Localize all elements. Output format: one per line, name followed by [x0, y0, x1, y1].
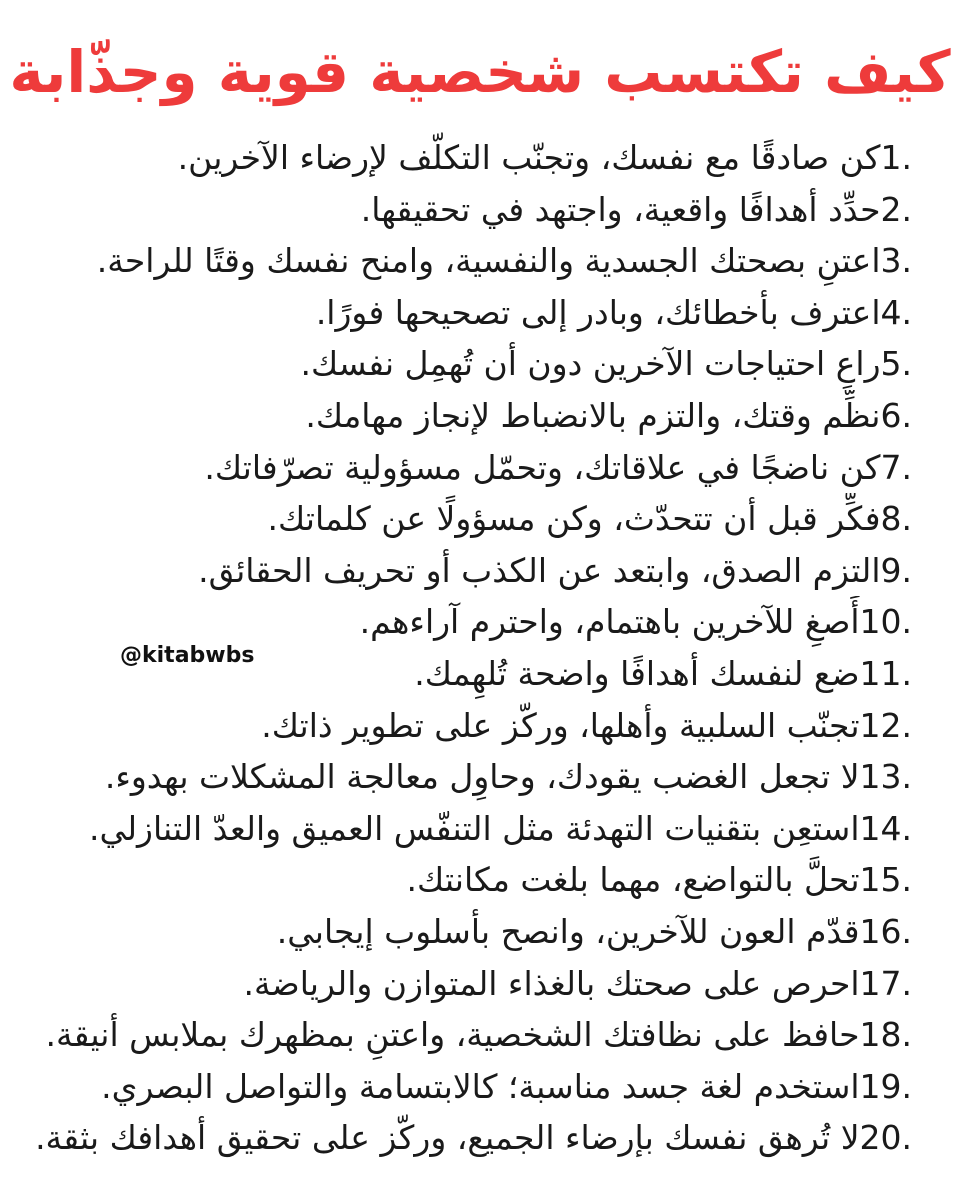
list-item-text: كن ناضجًا في علاقاتك، وتحمّل مسؤولية تصرّفاتك.: [204, 447, 881, 487]
list-item-text: نظِّم وقتك، والتزم بالانضباط لإنجاز مهامك.: [305, 395, 881, 435]
list-item-text: اعترف بأخطائك، وبادر إلى تصحيحها فورًا.: [315, 292, 881, 332]
list-item-number: 11.: [859, 653, 912, 693]
list-item-text: قدّم العون للآخرين، وانصح بأسلوب إيجابي.: [276, 911, 860, 951]
list-item: [32, 132, 912, 184]
list-item-number: 14.: [859, 808, 912, 848]
list-item-number: 13.: [859, 757, 912, 797]
list-item-text: استعِن بتقنيات التهدئة مثل التنفّس العميق والعدّ التنازلي.: [88, 808, 860, 848]
list-item-number: 6.: [880, 395, 912, 435]
list-item-text: فكِّر قبل أن تتحدّث، وكن مسؤولًا عن كلماتك.: [267, 499, 881, 539]
social-handle: @kitabwbs: [120, 643, 255, 668]
list-item-number: 3.: [880, 241, 912, 281]
list-item: [32, 338, 912, 390]
list-item-text: حافظ على نظافتك الشخصية، واعتنِ بمظهرك بملابس أنيقة.: [45, 1015, 860, 1055]
list-item: [32, 390, 912, 442]
list-item-number: 16.: [859, 911, 912, 951]
list-item: [32, 545, 912, 597]
list-item: [32, 751, 912, 803]
list-item-number: 20.: [859, 1118, 912, 1158]
list-item-number: 4.: [880, 292, 912, 332]
list-item: [32, 958, 912, 1010]
list-item-text: اعتنِ بصحتك الجسدية والنفسية، وامنح نفسك وقتًا للراحة.: [96, 241, 881, 281]
list-item: [32, 906, 912, 958]
list-item-text: استخدم لغة جسد مناسبة؛ كالابتسامة والتواصل البصري.: [101, 1066, 860, 1106]
list-item-number: 19.: [859, 1066, 912, 1106]
list-item: [32, 184, 912, 236]
list-item: [32, 1112, 912, 1164]
list-item-text: حدِّد أهدافًا واقعية، واجتهد في تحقيقها.: [360, 189, 881, 229]
list-item-text: لا تجعل الغضب يقودك، وحاوِل معالجة المشكلات بهدوء.: [104, 757, 860, 797]
list-item-number: 10.: [859, 602, 912, 642]
list-item-text: كن صادقًا مع نفسك، وتجنّب التكلّف لإرضاء الآخرين.: [177, 138, 881, 177]
list-item: [32, 1061, 912, 1113]
list-item-number: 8.: [880, 499, 912, 539]
list-item-text: لا تُرهق نفسك بإرضاء الجميع، وركّز على تحقيق أهدافك بثقة.: [35, 1118, 860, 1158]
list-item: [32, 700, 912, 752]
list-item-number: 2.: [880, 189, 912, 229]
list-item: [32, 854, 912, 906]
list-item-number: 1.: [880, 138, 912, 177]
list-item-text: تجنّب السلبية وأهلها، وركّز على تطوير ذاتك.: [261, 705, 860, 745]
list-item-number: 15.: [859, 860, 912, 900]
list-item: [32, 1009, 912, 1061]
list-item-number: 9.: [880, 550, 912, 590]
list-item-text: ضع لنفسك أهدافًا واضحة تُلهِمك.: [414, 653, 860, 693]
list-item-text: التزم الصدق، وابتعد عن الكذب أو تحريف الحقائق.: [198, 550, 881, 590]
list-item-text: راعِ احتياجات الآخرين دون أن تُهمِل نفسك.: [300, 344, 881, 384]
list-item: [32, 493, 912, 545]
list-item: [32, 442, 912, 494]
list-item-text: أَصغِ للآخرين باهتمام، واحترم آراءهم.: [359, 602, 860, 642]
list-item-number: 5.: [880, 344, 912, 384]
list-item: [32, 235, 912, 287]
list-item-text: تحلَّ بالتواضع، مهما بلغت مكانتك.: [406, 860, 860, 900]
list-item: [32, 287, 912, 339]
list-item-number: 12.: [859, 705, 912, 745]
list-item-number: 7.: [880, 447, 912, 487]
list-item-number: 17.: [859, 963, 912, 1003]
list-item-text: احرص على صحتك بالغذاء المتوازن والرياضة.: [243, 963, 860, 1003]
list-item-number: 18.: [859, 1015, 912, 1055]
list-item: [32, 803, 912, 855]
page-title: كيف تكتسب شخصية قوية وجذّابة: [9, 38, 951, 106]
